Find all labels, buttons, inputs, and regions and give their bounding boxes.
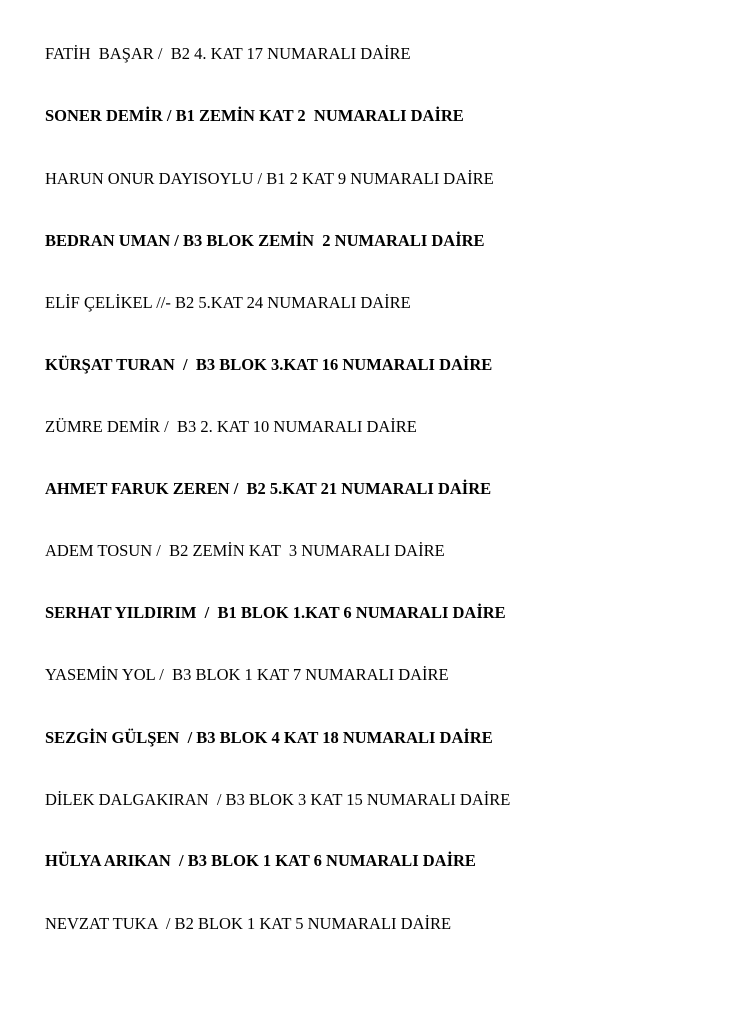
entry-line: ELİF ÇELİKEL //- B2 5.KAT 24 NUMARALI DAİRE (45, 293, 411, 312)
entry-line: DİLEK DALGAKIRAN / B3 BLOK 3 KAT 15 NUMARALI DAİRE (45, 790, 511, 809)
entry-line: NEVZAT TUKA / B2 BLOK 1 KAT 5 NUMARALI DAİRE (45, 914, 452, 933)
entry-line: AHMET FARUK ZEREN / B2 5.KAT 21 NUMARALI DAİRE (45, 479, 492, 498)
entry-line: SONER DEMİR / B1 ZEMİN KAT 2 NUMARALI DAİRE (45, 106, 464, 125)
entry-line: SEZGİN GÜLŞEN / B3 BLOK 4 KAT 18 NUMARALI DAİRE (45, 728, 493, 747)
entry-line: HÜLYA ARIKAN / B3 BLOK 1 KAT 6 NUMARALI DAİRE (45, 851, 476, 870)
entry-line: KÜRŞAT TURAN / B3 BLOK 3.KAT 16 NUMARALI DAİRE (45, 355, 493, 374)
entry-line: HARUN ONUR DAYISOYLU / B1 2 KAT 9 NUMARALI DAİRE (45, 169, 494, 188)
entry-line: SERHAT YILDIRIM / B1 BLOK 1.KAT 6 NUMARALI DAİRE (45, 603, 506, 622)
entry-line: FATİH BAŞAR / B2 4. KAT 17 NUMARALI DAİRE (45, 44, 411, 63)
entry-line: ZÜMRE DEMİR / B3 2. KAT 10 NUMARALI DAİRE (45, 417, 417, 436)
entry-line: YASEMİN YOL / B3 BLOK 1 KAT 7 NUMARALI DAİRE (45, 665, 449, 684)
entry-line: BEDRAN UMAN / B3 BLOK ZEMİN 2 NUMARALI DAİRE (45, 231, 485, 250)
entry-line: ADEM TOSUN / B2 ZEMİN KAT 3 NUMARALI DAİRE (45, 541, 445, 560)
